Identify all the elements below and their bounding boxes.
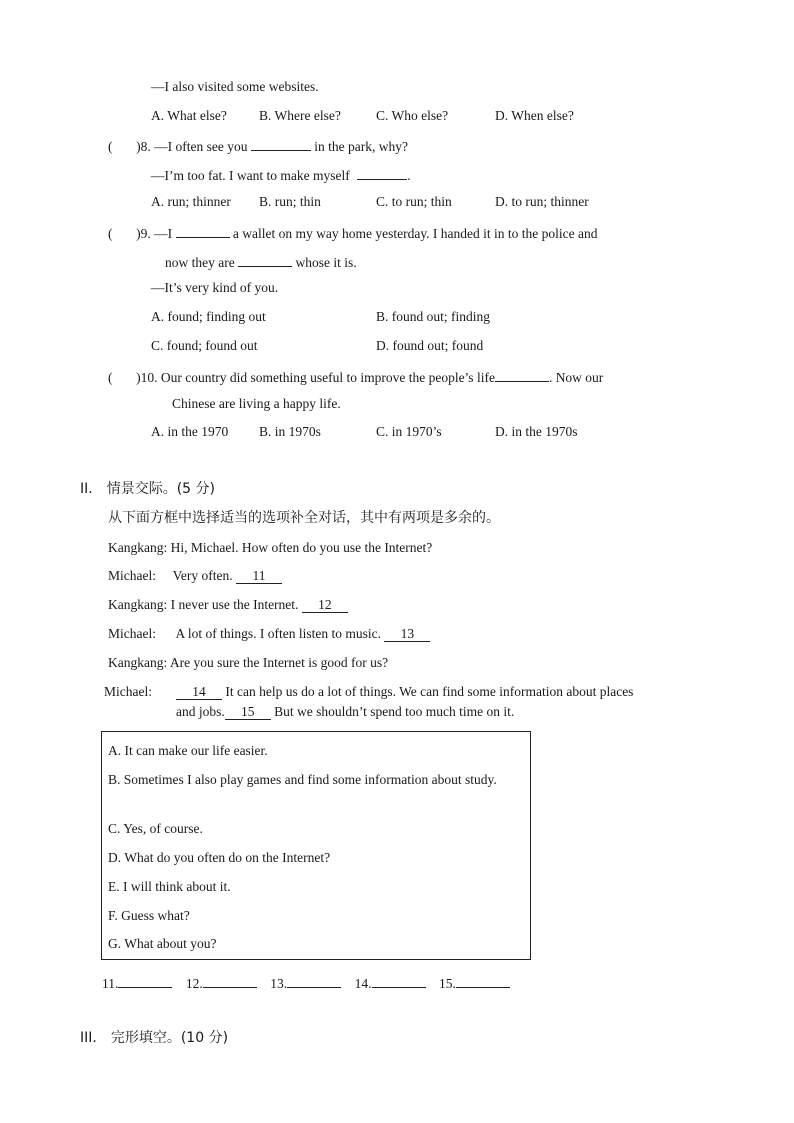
q10-option-b: B. in 1970s — [259, 424, 321, 439]
answer-slot-12[interactable] — [203, 972, 257, 988]
q8-option-c: C. to run; thin — [376, 194, 452, 209]
q9-option-d: D. found out; found — [376, 338, 484, 353]
q9-stem2-b: whose it is. — [295, 255, 357, 270]
q9-answer-bracket[interactable]: ( — [108, 226, 137, 241]
q9-question-cont — [165, 251, 357, 272]
q7-option-d: D. When else? — [495, 108, 574, 123]
box-option-d: D. What do you often do on the Internet? — [108, 850, 331, 865]
answer-slot-13[interactable] — [287, 972, 341, 988]
speaker-label: Michael: — [108, 568, 156, 583]
box-option-a: A. It can make our life easier. — [108, 743, 268, 758]
answer-slot-label: 12. — [185, 976, 203, 991]
q10-option-d: D. in the 1970s — [495, 424, 578, 439]
answer-slots — [102, 972, 510, 993]
q9-option-a: A. found; finding out — [151, 309, 266, 324]
q9-blank-1[interactable] — [176, 222, 230, 238]
q9-blank-2[interactable] — [238, 251, 292, 267]
blank-11[interactable]: 11 — [236, 568, 282, 584]
q8-blank-2[interactable] — [357, 164, 407, 180]
dialogue-line-6-speaker: Michael: — [104, 684, 152, 699]
dialogue-text: Very often. — [172, 568, 233, 583]
answer-slot-label: 11. — [102, 976, 119, 991]
q7-option-c: C. Who else? — [376, 108, 449, 123]
q10-option-a: A. in the 1970 — [151, 424, 229, 439]
q8-reply-b: . — [407, 168, 411, 183]
dialogue-text: Are you sure the Internet is good for us? — [169, 655, 389, 670]
q8-stem-b: in the park, why? — [314, 139, 408, 154]
dialogue-line-3 — [108, 596, 348, 614]
speaker-label: Kangkang: — [108, 597, 168, 612]
answer-slot-15[interactable] — [456, 972, 510, 988]
q10-stem-cont: Chinese are living a happy life. — [172, 396, 341, 411]
q9-number: )9. — [136, 226, 151, 241]
q10-blank[interactable] — [495, 366, 549, 382]
q7-option-a: A. What else? — [151, 108, 227, 123]
speaker-label: Kangkang: — [108, 540, 168, 555]
q9-option-c: C. found; found out — [151, 338, 258, 353]
q7-answer-line: —I also visited some websites. — [151, 79, 319, 94]
q8-option-b: B. run; thin — [259, 194, 321, 209]
q8-option-d: D. to run; thinner — [495, 194, 589, 209]
dialogue-line-6-cont — [176, 703, 514, 721]
q10-tail: . Now our — [548, 370, 604, 385]
q8-stem-a: —I often see you — [154, 139, 248, 154]
dialogue-text: Hi, Michael. How often do you use the Internet? — [170, 540, 433, 555]
q10-answer-bracket[interactable]: ( — [108, 370, 137, 385]
q9-reply: —It’s very kind of you. — [151, 280, 279, 295]
dialogue-text: It can help us do a lot of things. We can find some information about places — [225, 684, 634, 699]
dialogue-line-2 — [108, 567, 282, 585]
section2-instruction: 从下面方框中选择适当的选项补全对话，其中有两项是多余的。 — [108, 510, 500, 526]
q8-option-a: A. run; thinner — [151, 194, 231, 209]
q8-question — [108, 135, 408, 156]
box-option-f: F. Guess what? — [108, 908, 190, 923]
answer-slot-label: 13. — [270, 976, 288, 991]
blank-14[interactable]: 14 — [176, 684, 222, 700]
q9-stem-a: —I — [154, 226, 173, 241]
q8-reply-a: —I’m too fat. I want to make myself — [151, 168, 350, 183]
box-option-e: E. I will think about it. — [108, 879, 231, 894]
q9-stem2-a: now they are — [165, 255, 235, 270]
blank-13[interactable]: 13 — [384, 626, 430, 642]
box-option-c: C. Yes, of course. — [108, 821, 203, 836]
q8-number: )8. — [136, 139, 151, 154]
q8-reply — [151, 164, 410, 185]
box-option-b: B. Sometimes I also play games and find some information about study. — [108, 772, 497, 787]
answer-slot-11[interactable] — [118, 972, 172, 988]
answer-slot-label: 14. — [354, 976, 372, 991]
dialogue-line-6 — [176, 683, 633, 701]
q9-option-b: B. found out; finding — [376, 309, 490, 324]
section3-title: III． 完形填空。(10 分) — [80, 1030, 229, 1046]
dialogue-line-1 — [108, 539, 432, 557]
blank-15[interactable]: 15 — [225, 704, 271, 720]
q10-option-c: C. in 1970’s — [376, 424, 442, 439]
dialogue-text: I never use the Internet. — [170, 597, 299, 612]
dialogue-text: and jobs. — [176, 704, 225, 719]
q8-answer-bracket[interactable]: ( — [108, 139, 137, 154]
q7-option-b: B. Where else? — [259, 108, 341, 123]
q10-question — [108, 366, 603, 387]
dialogue-text: But we shouldn’t spend too much time on it. — [274, 704, 515, 719]
dialogue-line-4 — [108, 625, 430, 643]
dialogue-text: A lot of things. I often listen to music. — [175, 626, 381, 641]
speaker-label: Michael: — [108, 626, 156, 641]
options-box — [101, 731, 531, 960]
speaker-label: Kangkang: — [108, 655, 168, 670]
dialogue-line-5 — [108, 654, 388, 672]
answer-slot-label: 15. — [439, 976, 456, 991]
q9-stem-b: a wallet on my way home yesterday. I handed it in to the police and — [232, 226, 598, 241]
q9-question — [108, 222, 598, 243]
blank-12[interactable]: 12 — [302, 597, 348, 613]
q10-stem: )10. Our country did something useful to improve the people’s life — [136, 370, 495, 385]
section2-title: II． 情景交际。(5 分) — [80, 481, 215, 497]
box-option-g: G. What about you? — [108, 936, 217, 951]
answer-slot-14[interactable] — [372, 972, 426, 988]
q8-blank-1[interactable] — [251, 135, 311, 151]
